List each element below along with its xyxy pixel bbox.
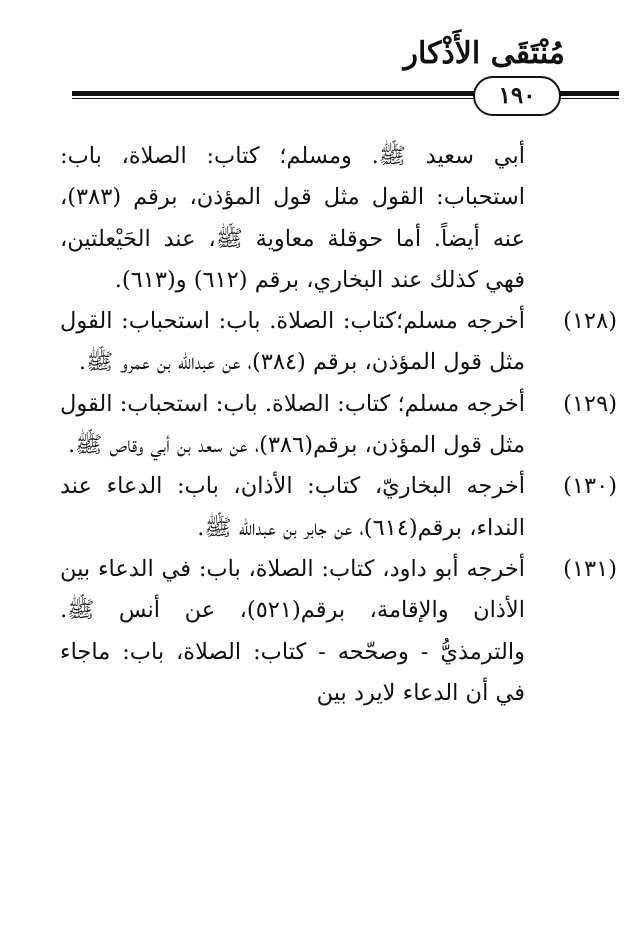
footnote-text: أخرجه أبو داود، كتاب: الصلاة، باب: في الدعاء بين الأذان والإقامة، برقم(٥٢١)، عن أنس ﷺ. والترمذيُّ - وصحّحه - كتاب: الصلاة، باب: ماجاء في أن الدعاء لايرد بين xyxy=(60,555,525,706)
footnote-number: (١٣١) xyxy=(563,555,617,582)
footnote-129 xyxy=(60,384,617,467)
footnote-text: أخرجه مسلم؛ كتاب: الصلاة. باب: استحباب: القول مثل قول المؤذن، برقم(٣٨٦)، عن سعد بن أبي وقاص ﷺ. xyxy=(60,390,525,459)
footnote-number: (١٣٠) xyxy=(563,473,617,500)
page-number-badge: ١٩٠ xyxy=(473,76,561,116)
footnote-continuation-text: أبي سعيد ﷺ. ومسلم؛ كتاب: الصلاة، باب: استحباب: القول مثل قول المؤذن، برقم (٣٨٣)، عنه أيضاً. أما حوقلة معاوية ﷺ، عند الحَيْعلتين، فهي كذلك عند البخاري، برقم (٦١٢) و(٦١٣). xyxy=(60,143,525,293)
footnote-128 xyxy=(60,301,617,384)
footnote-131 xyxy=(60,549,617,714)
footnote-number: (١٢٨) xyxy=(563,308,617,335)
footnote-130 xyxy=(60,466,617,549)
footnotes-body xyxy=(60,136,617,714)
footnote-text: أخرجه البخاريّ، كتاب: الأذان، باب: الدعاء عند النداء، برقم(٦١٤)، عن جابر بن عبدالله ﷺ. xyxy=(60,473,525,541)
footnote-number: (١٢٩) xyxy=(563,390,617,417)
book-title: مُنْتَقَى الأَذْكار xyxy=(403,36,565,71)
footnote-continuation xyxy=(60,136,617,301)
footnote-text: أخرجه مسلم؛كتاب: الصلاة. باب: استحباب: القول مثل قول المؤذن، برقم (٣٨٤)، عن عبدالله بن عمرو ﷺ. xyxy=(60,308,525,376)
